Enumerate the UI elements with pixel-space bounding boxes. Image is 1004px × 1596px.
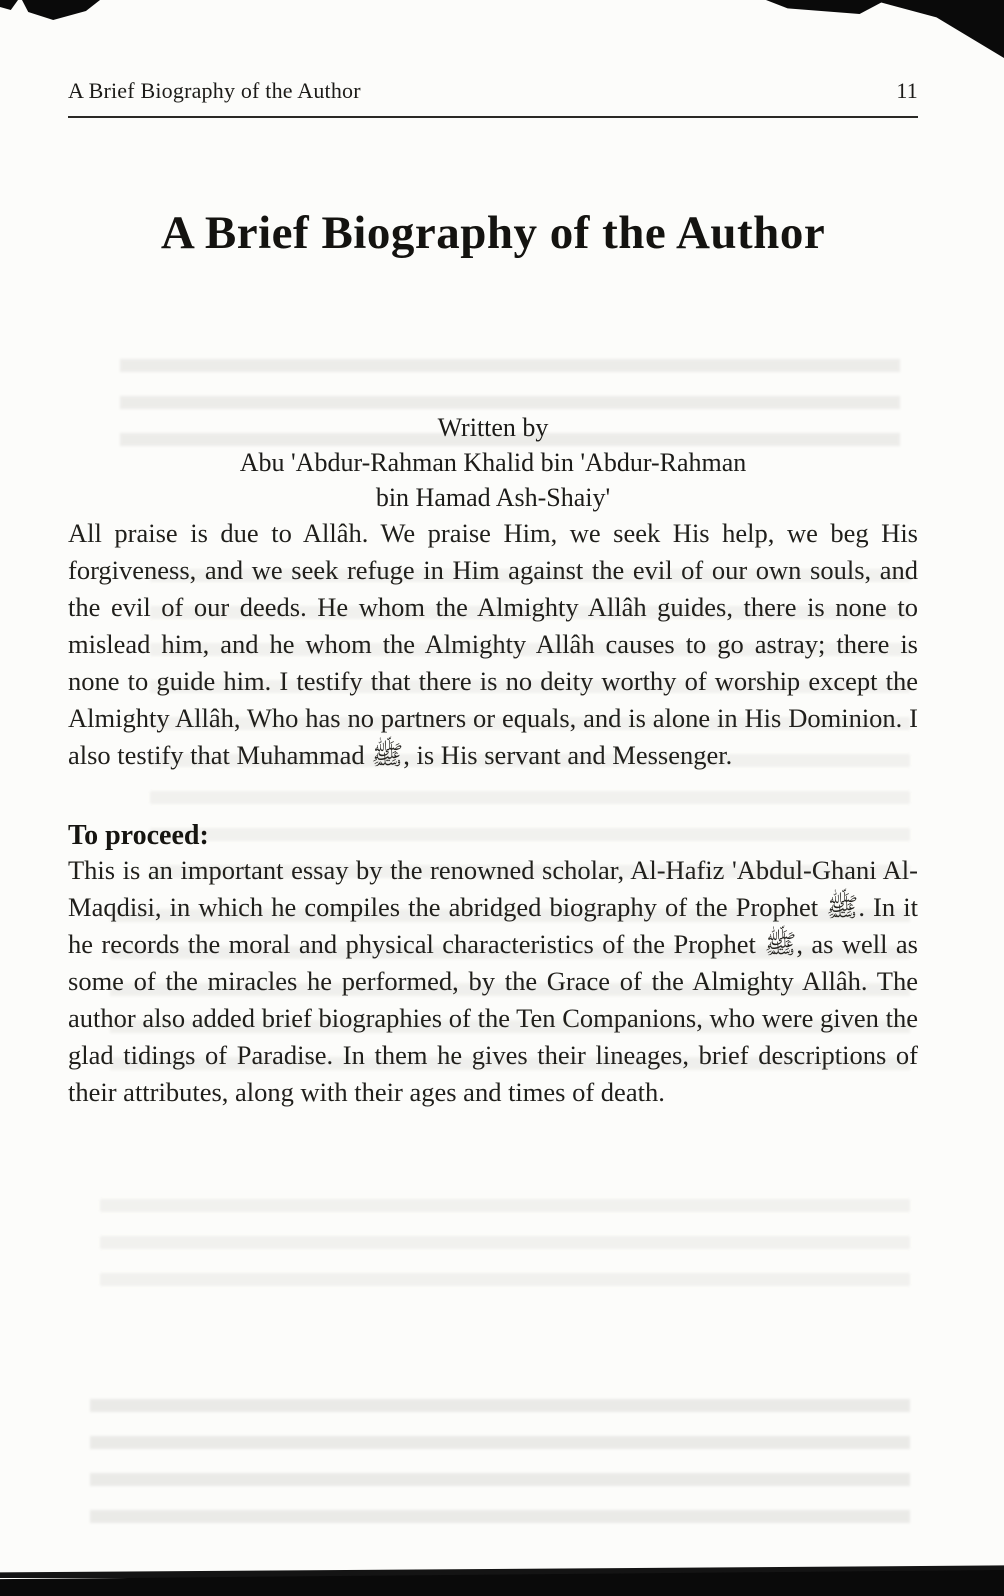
header-rule (68, 116, 918, 118)
byline (68, 410, 918, 515)
running-header-title: A Brief Biography of the Author (68, 78, 361, 103)
page-number: 11 (896, 78, 918, 103)
running-header (68, 0, 918, 104)
byline-author-name-line-1: Abu 'Abdur-Rahman Khalid bin 'Abdur-Rahman (239, 448, 747, 477)
section-heading-to-proceed: To proceed: (68, 820, 209, 851)
byline-author-name-line-2: bin Hamad Ash-Shaiy' (375, 483, 611, 512)
paragraph-opening-praise: All praise is due to Allâh. We praise Him, we seek His help, we beg His forgiveness, and we seek refuge in Him against the evil of our own souls, and the evil of our deeds. He whom the Almighty Allâh guides, there is none to mislead him, and he whom the Almighty Allâh causes to go astray; there is none to guide him. I testify that there is no deity worthy of worship except the Almighty Allâh, Who has no partners or equals, and is alone in His Dominion. I also testify that Muhammad ﷺ, is His servant and Messenger. (68, 518, 918, 770)
bleed-through-text (100, 1190, 910, 1300)
chapter-title: A Brief Biography of the Author (160, 207, 826, 259)
paragraph-essay-description: This is an important essay by the renowned scholar, Al-Hafiz 'Abdul-Ghani Al-Maqdisi, in which he compiles the abridged biography of the Prophet ﷺ. In it he records the moral and physical characteristics of the Prophet ﷺ, as well as some of the miracles he performed, by the Grace of the Almighty Allâh. The author also added brief biographies of the Ten Companions, who were given the glad tidings of Paradise. In them he gives their lineages, brief descriptions of their attributes, along with their ages and times of death. (68, 855, 918, 1107)
byline-written-by: Written by (437, 413, 549, 442)
bleed-through-text (90, 1390, 910, 1530)
